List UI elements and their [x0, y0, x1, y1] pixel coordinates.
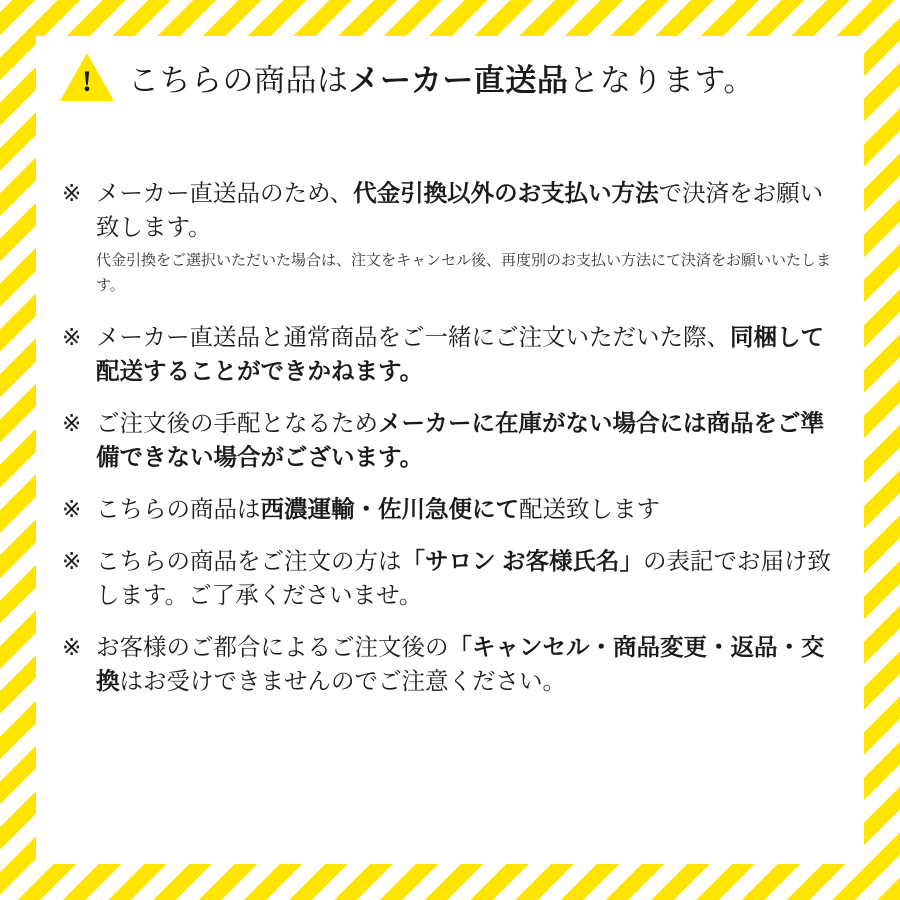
notice-item-text: [96, 176, 846, 244]
headline-text: [128, 55, 755, 100]
notice-item: [62, 406, 846, 474]
notice-item-plain: で決済をお願い致します。: [96, 180, 824, 240]
notice-item-plain: 配送致します: [519, 496, 660, 522]
notice-item-plain: お客様のご都合によるご注文後の: [96, 634, 449, 660]
notice-item-emphasis: 「サロン お客様氏名」: [401, 548, 644, 574]
notice-item-plain: メーカー直送品と通常商品をご一緒にご注文いただいた際、: [96, 324, 731, 350]
notice-item: [62, 492, 846, 526]
notice-item-text: [96, 406, 846, 474]
warning-triangle-icon: [60, 53, 114, 101]
notice-item-emphasis: 代金引換以外のお支払い方法: [353, 180, 659, 206]
notice-item-body: [96, 630, 846, 698]
headline-emphasis: メーカー直送品: [348, 62, 569, 98]
bullet-mark: ※: [62, 180, 82, 206]
bullet-mark: ※: [62, 496, 82, 522]
notice-item-plain: こちらの商品をご注文の方は: [96, 548, 402, 574]
notice-item-body: [96, 406, 846, 474]
notice-item-plain: はお受けできませんのでご注意ください。: [119, 668, 566, 694]
notice-item-body: [96, 492, 846, 526]
notice-item: [62, 630, 846, 698]
headline-tail: となります。: [568, 62, 755, 98]
notice-item-plain: の表記でお届け致します。ご了承くださいませ。: [96, 548, 832, 608]
bullet-mark: ※: [62, 548, 82, 574]
notice-item-text: [96, 320, 846, 388]
bullet-mark: ※: [62, 324, 82, 350]
notice-headline: [36, 36, 864, 118]
headline-lead: こちらの商品は: [128, 62, 349, 98]
notice-inner-panel: [36, 36, 864, 864]
notice-item-body: [96, 544, 846, 612]
notice-item-text: [96, 630, 846, 698]
notice-item-plain: メーカー直送品のため、: [96, 180, 354, 206]
bullet-mark: ※: [62, 410, 82, 436]
notice-item-body: [96, 176, 846, 298]
notice-item-emphasis: 西濃運輸・佐川急便にて: [260, 496, 519, 522]
notice-item-plain: ご注文後の手配となるため: [96, 410, 378, 436]
exclamation-glyph: !: [82, 65, 92, 98]
notice-item-emphasis: 同梱して配送することができかねます。: [96, 324, 825, 384]
bullet-mark: ※: [62, 634, 82, 660]
notice-item-text: [96, 492, 846, 526]
notice-item-list: [62, 176, 846, 716]
notice-item-emphasis: メーカーに在庫がない場合には商品をご準備できない場合がございます。: [96, 410, 825, 470]
notice-item-text: [96, 544, 846, 612]
notice-item-plain: こちらの商品は: [96, 496, 261, 522]
notice-item-subtext: 代金引換をご選択いただいた場合は、注文をキャンセル後、再度別のお支払い方法にて決済をお願いいたします。: [96, 252, 832, 294]
notice-item: [62, 320, 846, 388]
notice-item-body: [96, 320, 846, 388]
notice-item: [62, 544, 846, 612]
notice-item: [62, 176, 846, 298]
notice-item-emphasis: 「キャンセル・商品変更・返品・交換: [96, 634, 825, 694]
